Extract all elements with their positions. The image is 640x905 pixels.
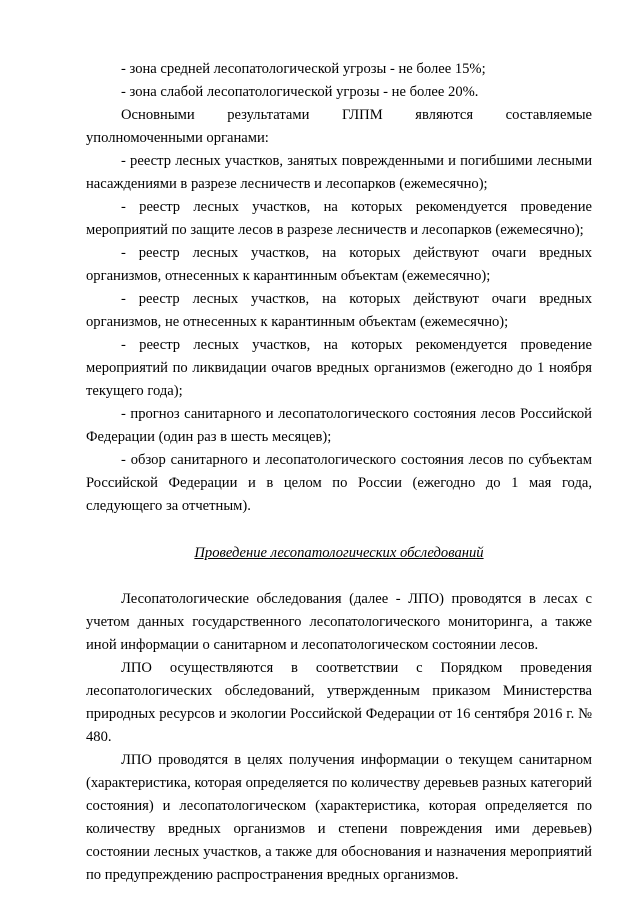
paragraph: - реестр лесных участков, на которых действуют очаги вредных организмов, не отнесенных к карантинным объектам (ежемесячно); [86, 291, 592, 330]
section-heading: Проведение лесопатологических обследований [194, 545, 484, 561]
paragraph: ЛПО осуществляются в соответствии с Порядком проведения лесопатологических обследований, утвержденным приказом Министерства природных ресурсов и экологии Российской Федерации от 16 сентября 2016 г. № 480. [86, 660, 592, 745]
document-page [86, 58, 592, 887]
paragraph: Основными результатами ГЛПМ являются составляемые уполномоченными органами: [86, 107, 592, 146]
paragraph: - реестр лесных участков, на которых действуют очаги вредных организмов, отнесенных к карантинным объектам (ежемесячно); [86, 245, 592, 284]
paragraph: - реестр лесных участков, на которых рекомендуется проведение мероприятий по защите лесов в разрезе лесничеств и лесопарков (ежемесячно); [86, 199, 592, 238]
paragraph: ЛПО проводятся в целях получения информации о текущем санитарном (характеристика, которая определяется по количеству деревьев разных категорий состояния) и лесопатологическом (характеристика, которая определяется по количеству вредных организмов и степени повреждения ими деревьев) состоянии лесных участков, а также для обоснования и назначения мероприятий по предупреждению распространения вредных организмов. [86, 752, 592, 883]
paragraph: - реестр лесных участков, занятых поврежденными и погибшими лесными насаждениями в разрезе лесничеств и лесопарков (ежемесячно); [86, 153, 592, 192]
paragraph: Лесопатологические обследования (далее - ЛПО) проводятся в лесах с учетом данных государственного лесопатологического мониторинга, а также иной информации о санитарном и лесопатологическом состоянии лесов. [86, 591, 592, 653]
paragraph: - зона слабой лесопатологической угрозы - не более 20%. [121, 84, 479, 100]
paragraph: - реестр лесных участков, на которых рекомендуется проведение мероприятий по ликвидации очагов вредных организмов (ежегодно до 1 ноября текущего года); [86, 337, 592, 399]
paragraph: - обзор санитарного и лесопатологического состояния лесов по субъектам Российской Федерации и в целом по России (ежегодно до 1 мая года, следующего за отчетным). [86, 452, 592, 514]
paragraph: - зона средней лесопатологической угрозы - не более 15%; [121, 61, 486, 77]
paragraph: - прогноз санитарного и лесопатологического состояния лесов Российской Федерации (один раз в шесть месяцев); [86, 406, 592, 445]
